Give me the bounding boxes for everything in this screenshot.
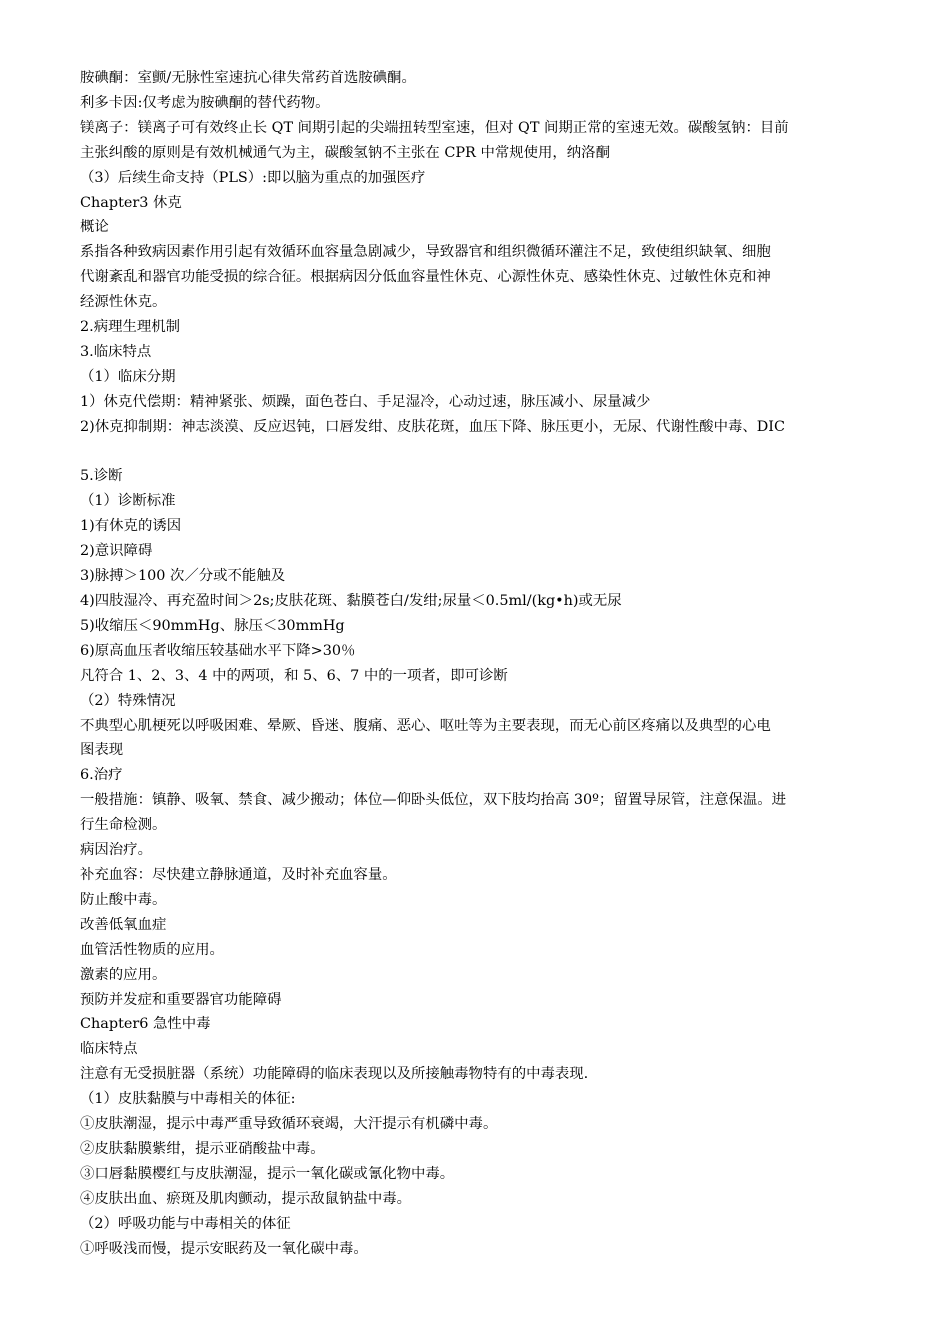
text-line: 1)有休克的诱因 <box>80 518 182 535</box>
text-line: 血管活性物质的应用。 <box>80 941 224 958</box>
text-line: （1）临床分期 <box>80 368 176 385</box>
section-heading: 6.治疗 <box>80 767 123 784</box>
text-line: 病因治疗。 <box>80 842 152 859</box>
text-line: 2)休克抑制期：神志淡漠、反应迟钝，口唇发绀、皮肤花斑，血压下降、脉压更小，无尿、代谢性酸中毒、DIC <box>80 418 785 435</box>
text-line: 1）休克代偿期：精神紧张、烦躁，面色苍白、手足湿冷，心动过速，脉压减小、尿量减少 <box>80 393 651 410</box>
text-line: ④皮肤出血、瘀斑及肌肉颤动，提示敌鼠钠盐中毒。 <box>80 1190 411 1207</box>
text-line: 预防并发症和重要器官功能障碍 <box>80 991 282 1008</box>
text-line: （2）呼吸功能与中毒相关的体征 <box>80 1215 291 1232</box>
text-line: 不典型心肌梗死以呼吸困难、晕厥、昏迷、腹痛、恶心、呕吐等为主要表现，而无心前区疼痛以及典型的心电 <box>80 717 771 734</box>
blank-line <box>80 440 895 465</box>
text-line: （3）后续生命支持（PLS）:即以脑为重点的加强医疗 <box>80 169 426 186</box>
text-line: （1）诊断标准 <box>80 493 176 510</box>
section-heading: 概论 <box>80 219 109 236</box>
section-heading: 2.病理生理机制 <box>80 319 181 336</box>
text-line: 3)脉搏＞100 次／分或不能触及 <box>80 568 286 585</box>
text-line: 注意有无受损脏器（系统）功能障碍的临床表现以及所接触毒物特有的中毒表现. <box>80 1066 589 1083</box>
text-line: 补充血容：尽快建立静脉通道，及时补充血容量。 <box>80 866 397 883</box>
section-heading: 临床特点 <box>80 1041 138 1058</box>
text-line: 激素的应用。 <box>80 966 167 983</box>
chapter-heading: Chapter3 休克 <box>80 194 182 211</box>
text-line: ①呼吸浅而慢，提示安眠药及一氧化碳中毒。 <box>80 1240 368 1257</box>
section-heading: 3.临床特点 <box>80 343 152 360</box>
chapter-heading: Chapter6 急性中毒 <box>80 1016 211 1033</box>
text-line: 2)意识障碍 <box>80 543 153 560</box>
text-line: ②皮肤黏膜紫绀，提示亚硝酸盐中毒。 <box>80 1140 325 1157</box>
text-line: 一般措施：镇静、吸氧、禁食、减少搬动；体位—仰卧头低位，双下肢均抬高 30º；留置导尿管，注意保温。进 <box>80 792 787 809</box>
text-line: 行生命检测。 <box>80 817 167 834</box>
text-line: 6)原高血压者收缩压较基础水平下降>30％ <box>80 642 356 659</box>
text-line: 5)收缩压＜90mmHg、脉压＜30mmHg <box>80 617 345 634</box>
text-line: 主张纠酸的原则是有效机械通气为主，碳酸氢钠不主张在 CPR 中常规使用，纳洛酮 <box>80 144 610 161</box>
text-line: 防止酸中毒。 <box>80 891 167 908</box>
text-line: 经源性休克。 <box>80 294 167 311</box>
text-line: 代谢紊乱和器官功能受损的综合征。根据病因分低血容量性休克、心源性休克、感染性休克、过敏性休克和神 <box>80 269 771 286</box>
text-line: 胺碘酮：室颤/无脉性室速抗心律失常药首选胺碘酮。 <box>80 70 416 86</box>
text-line: 图表现 <box>80 742 124 759</box>
document-body <box>80 66 895 1261</box>
text-line: ①皮肤潮湿，提示中毒严重导致循环衰竭，大汗提示有机磷中毒。 <box>80 1116 498 1133</box>
section-heading: 5.诊断 <box>80 468 123 485</box>
text-line: 系指各种致病因素作用引起有效循环血容量急剧减少，导致器官和组织微循环灌注不足，致使组织缺氧、细胞 <box>80 244 771 261</box>
text-line: 利多卡因:仅考虑为胺碘酮的替代药物。 <box>80 94 330 111</box>
text-line: 镁离子：镁离子可有效终止长 QT 间期引起的尖端扭转型室速，但对 QT 间期正常的室速无效。碳酸氢钠：目前 <box>80 119 789 136</box>
text-line: 凡符合 1、2、3、4 中的两项，和 5、6、7 中的一项者，即可诊断 <box>80 667 508 684</box>
text-line: 改善低氧血症 <box>80 916 167 933</box>
text-line: （1）皮肤黏膜与中毒相关的体征: <box>80 1091 296 1108</box>
text-line: （2）特殊情况 <box>80 692 176 709</box>
text-line: 4)四肢湿冷、再充盈时间＞2s;皮肤花斑、黏膜苍白/发绀;尿量＜0.5ml/(kg•h)或无尿 <box>80 593 622 610</box>
text-line: ③口唇黏膜樱红与皮肤潮湿，提示一氧化碳或氰化物中毒。 <box>80 1165 455 1182</box>
